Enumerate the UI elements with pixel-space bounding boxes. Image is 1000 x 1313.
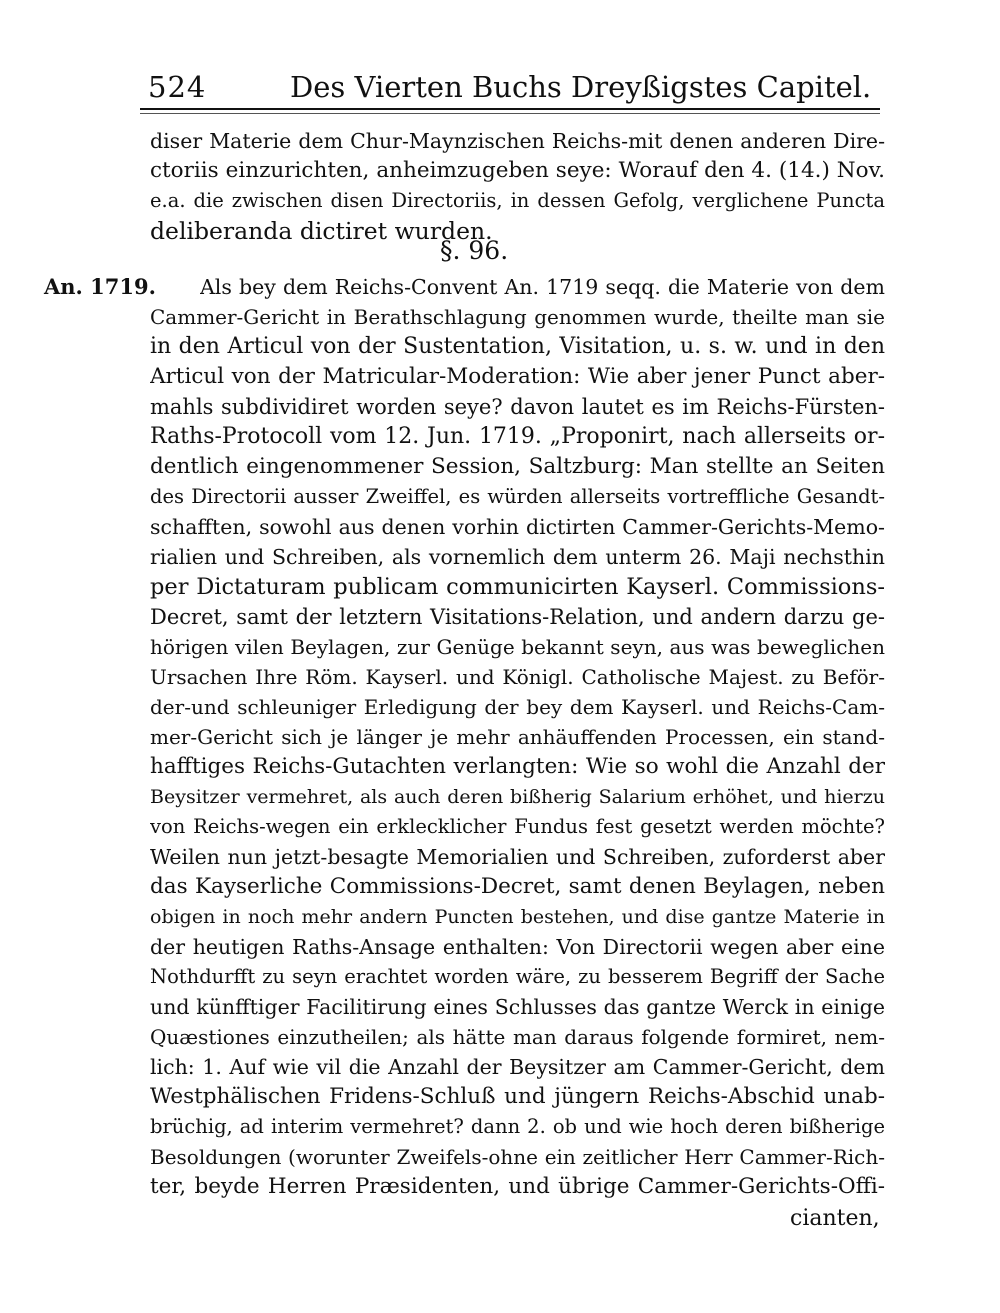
text-line: dentlich eingenommener Session, Saltzburg: Man stellte an Seiten	[150, 454, 885, 479]
running-head: Des Vierten Buchs Dreyßigstes Capitel.	[290, 70, 872, 104]
text-line: lich: 1. Auf wie vil die Anzahl der Beysitzer am Cammer-Gericht, dem	[150, 1055, 885, 1079]
text-line: obigen in noch mehr andern Puncten bestehen, und dise gantze Materie in	[150, 906, 885, 928]
text-line: mahls subdividiret worden seye? davon lautet es im Reichs-Fürsten-	[150, 395, 885, 419]
text-line: Decret, samt der letztern Visitations-Relation, und andern darzu ge-	[150, 605, 885, 629]
header-rule	[140, 108, 880, 110]
text-line: und künfftiger Facilitirung eines Schlusses das gantze Werck in einige	[150, 995, 885, 1019]
margin-note-year: An. 1719.	[44, 274, 156, 299]
text-line: diser Materie dem Chur-Maynzischen Reichs-mit denen anderen Dire-	[150, 129, 885, 153]
text-line: rialien und Schreiben, als vornemlich dem unterm 26. Maji nechsthin	[150, 545, 885, 569]
text-line: mer-Gericht sich je länger je mehr anhäuffenden Processen, ein stand-	[150, 725, 885, 749]
catchword: cianten,	[790, 1206, 880, 1231]
text-line: in den Articul von der Sustentation, Visitation, u. s. w. und in den	[150, 334, 885, 359]
text-line: schafften, sowohl aus denen vorhin dictirten Cammer-Gerichts-Memo-	[150, 515, 885, 539]
text-line: das Kayserliche Commissions-Decret, samt denen Beylagen, neben	[150, 874, 885, 899]
text-line: Besoldungen (worunter Zweifels-ohne ein zeitlicher Herr Cammer-Rich-	[150, 1145, 885, 1169]
text-line: Quæstiones einzutheilen; als hätte man daraus folgende formiret, nem-	[150, 1025, 885, 1049]
text-line: Cammer-Gericht in Berathschlagung genommen wurde, theilte man sie	[150, 305, 885, 329]
text-line: der-und schleuniger Erledigung der bey dem Kayserl. und Reichs-Cam-	[150, 695, 885, 719]
text-line: der heutigen Raths-Ansage enthalten: Von Directorii wegen aber eine	[150, 935, 885, 959]
text-line: Als bey dem Reichs-Convent An. 1719 seqq. die Materie von dem	[200, 275, 885, 299]
text-line: Articul von der Matricular-Moderation: Wie aber jener Punct aber-	[150, 364, 885, 389]
text-line: per Dictaturam publicam communicirten Kayserl. Commissions-	[150, 574, 885, 600]
text-line: von Reichs-wegen ein erklecklicher Fundus fest gesetzt werden möchte?	[150, 815, 885, 838]
text-line: Westphälischen Fridens-Schluß und jüngern Reichs-Abschid unab-	[150, 1084, 885, 1109]
page-number: 524	[148, 70, 207, 104]
text-line: des Directorii ausser Zweiffel, es würden allerseits vortreffliche Gesandt-	[150, 485, 885, 508]
text-line: ter, beyde Herren Præsidenten, und übrige Cammer-Gerichts-Offi-	[150, 1174, 885, 1199]
text-line: Beysitzer vermehret, als auch deren bißherig Salarium erhöhet, und hierzu	[150, 786, 885, 808]
text-line: brüchig, ad interim vermehret? dann 2. ob und wie hoch deren bißherige	[150, 1115, 885, 1138]
header-rule-thin	[140, 113, 880, 114]
text-line: Ursachen Ihre Röm. Kayserl. und Königl. Catholische Majest. zu Beför-	[150, 665, 885, 689]
text-line: e.a. die zwischen disen Directoriis, in dessen Gefolg, verglichene Puncta	[150, 189, 885, 212]
text-line: deliberanda dictiret wurden.	[150, 217, 493, 245]
page-header	[140, 68, 885, 108]
section-mark: §. 96.	[440, 236, 509, 265]
text-line: Raths-Protocoll vom 12. Jun. 1719. „Proponirt, nach allerseits or-	[150, 424, 885, 449]
text-line: hörigen vilen Beylagen, zur Genüge bekannt seyn, aus was beweglichen	[150, 635, 885, 659]
text-line: Weilen nun jetzt-besagte Memorialien und Schreiben, zuforderst aber	[150, 845, 885, 869]
text-line: Nothdurfft zu seyn erachtet worden wäre, zu besserem Begriff der Sache	[150, 965, 885, 988]
text-line: hafftiges Reichs-Gutachten verlangten: Wie so wohl die Anzahl der	[150, 754, 885, 779]
text-line: ctoriis einzurichten, anheimzugeben seye: Worauf den 4. (14.) Nov.	[150, 158, 885, 183]
